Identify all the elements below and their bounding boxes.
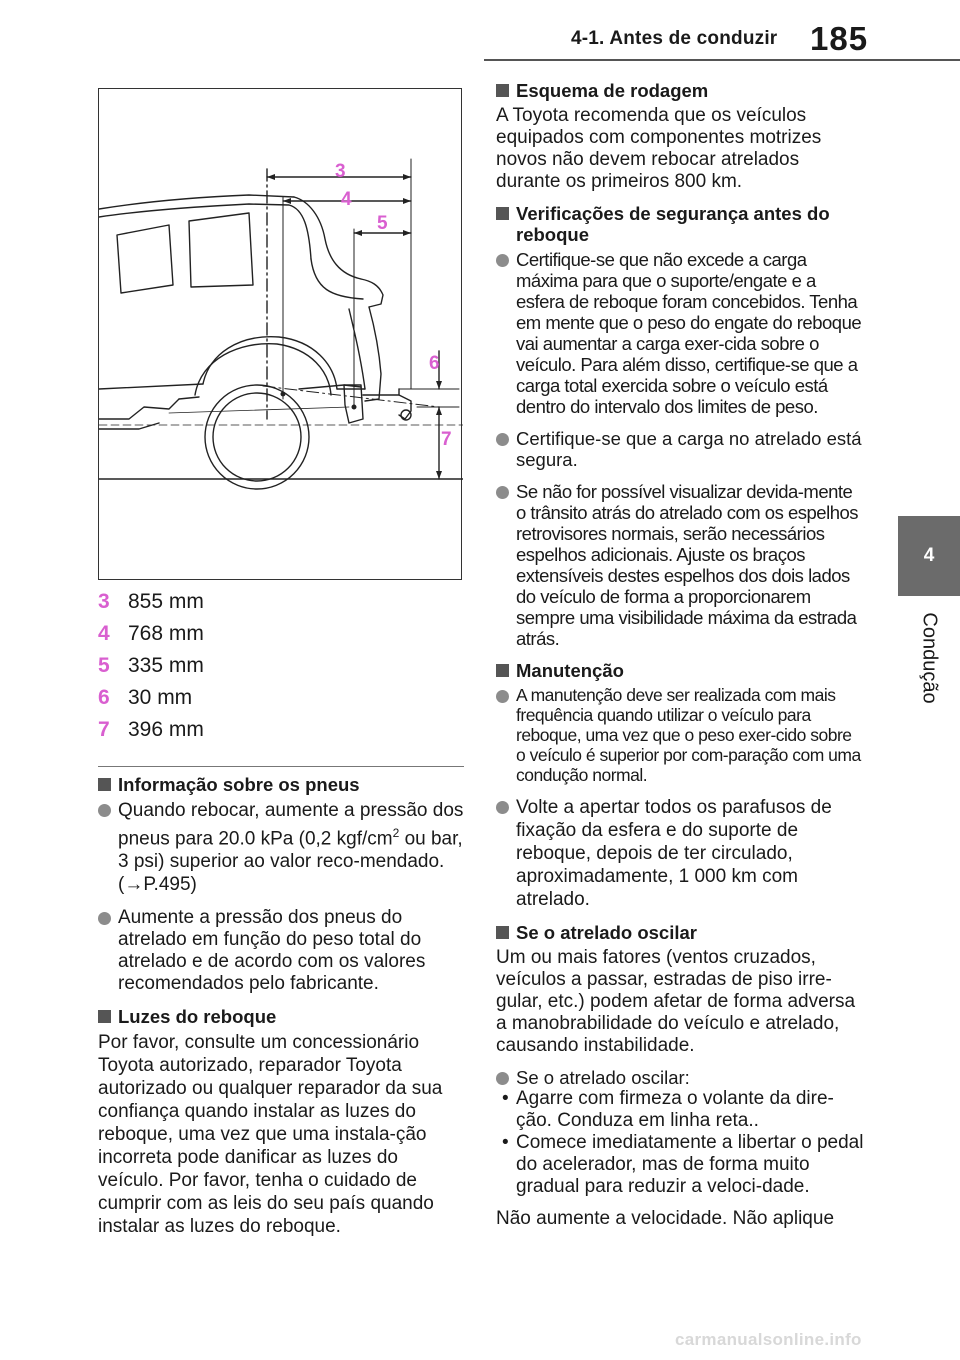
safety-bullet-1: Certifique-se que não excede a carga máxima para que o suporte/engate e a esfera de reboque foram concebidos. Tenha em mente que o peso do engate do reboque vai aumentar a carga exer-cida sobre o veículo. Para além disso, certifique-se que a carga total exercida sobre o veículo está dentro do intervalo dos limites de peso. <box>496 249 864 417</box>
chapter-tab <box>898 516 960 596</box>
sway-paragraph: Um ou mais fatores (ventos cruzados, veículos a passar, estradas de piso irre-gular, etc.) podem afetar de forma adversa a manobrabilidade do veículo e atrelado, causando instabilidade. <box>496 947 856 1056</box>
footer-watermark: carmanualsonline.info <box>675 1330 862 1349</box>
legend-number: 4 <box>98 622 110 645</box>
callout-4: 4 <box>341 189 352 210</box>
circle-bullet-icon <box>496 1072 509 1085</box>
header-rule <box>484 59 960 61</box>
towing-dimensions-figure <box>98 88 462 580</box>
square-bullet-icon <box>496 207 509 220</box>
sway-sub-item-2: • Comece imediatamente a libertar o pedal do acelerador, mas de forma muito gradual para reduzir a veloci-dade. <box>502 1132 864 1197</box>
wheels-paragraph: A Toyota recomenda que os veículos equipados com componentes motrizes novos não devem rebocar atrelados durante os primeiros 800 km. <box>496 105 822 192</box>
square-bullet-icon <box>98 1010 111 1023</box>
section-title: 4-1. Antes de conduzir <box>571 28 778 49</box>
legend-value: 768 mm <box>128 622 204 645</box>
right-column <box>496 80 864 1240</box>
page-number: 185 <box>810 20 869 57</box>
circle-bullet-icon <box>496 801 509 814</box>
sway-sub-item-1: • Agarre com firmeza o volante da dire-ção. Conduza em linha reta.. <box>502 1088 834 1131</box>
legend-value: 30 mm <box>128 686 193 709</box>
chapter-number: 4 <box>923 545 935 566</box>
left-column <box>98 774 466 1248</box>
tires-bullet-1: Quando rebocar, aumente a pressão dos pneus para 20.0 kPa (0,2 kgf/$cm^2$ ou bar, 3 psi) superior ao valor reco-mendado. (→P.495) <box>98 799 466 896</box>
wheels-heading: Esquema de rodagem <box>496 80 864 101</box>
circle-bullet-icon <box>98 804 111 817</box>
callout-7: 7 <box>441 429 452 450</box>
maintenance-bullet-1: A manutenção deve ser realizada com mais frequência quando utilizar o veículo para reboque, uma vez que o peso exer-cido sobre o veículo é superior por com-paração com uma condução normal. <box>496 685 864 785</box>
safety-bullet-3: Se não for possível visualizar devida-mente o trânsito atrás do atrelado com os espelhos retrovisores normais, serão necessários espelhos adicionais. Ajuste os braços extensíveis destes espelhos dos dois lados do veículo de forma a proporcionarem sempre uma visibilidade máxima da estrada atrás. <box>496 481 864 649</box>
legend-value: 335 mm <box>128 654 204 677</box>
legend-value: 855 mm <box>128 590 204 613</box>
legend-row <box>98 650 464 682</box>
callout-6: 6 <box>429 353 440 374</box>
circle-bullet-icon <box>98 912 111 925</box>
square-bullet-icon <box>496 926 509 939</box>
legend-number: 6 <box>98 686 110 709</box>
callout-3: 3 <box>335 161 346 182</box>
legend-number: 5 <box>98 654 110 677</box>
square-bullet-icon <box>496 84 509 97</box>
sway-bullet-1: Se o atrelado oscilar: <box>496 1067 864 1088</box>
legend-divider <box>98 766 464 767</box>
dimension-legend <box>98 586 464 746</box>
maintenance-bullet-2: Volte a apertar todos os parafusos de fixação da esfera e do suporte de reboque, depois de ter circulado, aproximadamente, 1 000 km com atrelado. <box>496 796 864 911</box>
callout-5: 5 <box>377 213 388 234</box>
circle-bullet-icon <box>496 433 509 446</box>
legend-number: 7 <box>98 718 110 741</box>
legend-row <box>98 586 464 618</box>
chapter-label: Condução <box>918 612 941 704</box>
maintenance-heading: Manutenção <box>496 660 864 681</box>
lights-heading: Luzes do reboque <box>98 1006 466 1027</box>
circle-bullet-icon <box>496 254 509 267</box>
tires-bullet-2: Aumente a pressão dos pneus do atrelado em função do peso total do atrelado e de acordo com os valores recomendados pelo fabricante. <box>98 907 466 995</box>
safety-heading: Verificações de segurança antes do reboque <box>496 203 864 245</box>
legend-row <box>98 682 464 714</box>
circle-bullet-icon <box>496 690 509 703</box>
square-bullet-icon <box>496 664 509 677</box>
sway-last-line: Não aumente a velocidade. Não aplique <box>496 1208 835 1229</box>
lights-paragraph: Por favor, consulte um concessionário Toyota autorizado, reparador Toyota autorizado ou qualquer reparador da sua confiança quando instalar as luzes do reboque, uma vez que uma instala-ção incorreta pode danificar as luzes do veículo. Por favor, tenha o cuidado de cumprir com as leis do seu país quando instalar as luzes do reboque. <box>98 1032 443 1238</box>
square-bullet-icon <box>98 778 111 791</box>
sway-heading: Se o atrelado oscilar <box>496 922 864 943</box>
legend-number: 3 <box>98 590 110 613</box>
vehicle-rear-diagram <box>99 89 463 581</box>
legend-row <box>98 618 464 650</box>
circle-bullet-icon <box>496 486 509 499</box>
legend-value: 396 mm <box>128 718 204 741</box>
tires-heading: Informação sobre os pneus <box>98 774 466 795</box>
safety-bullet-2: Certifique-se que a carga no atrelado está segura. <box>496 428 864 470</box>
legend-row <box>98 714 464 746</box>
